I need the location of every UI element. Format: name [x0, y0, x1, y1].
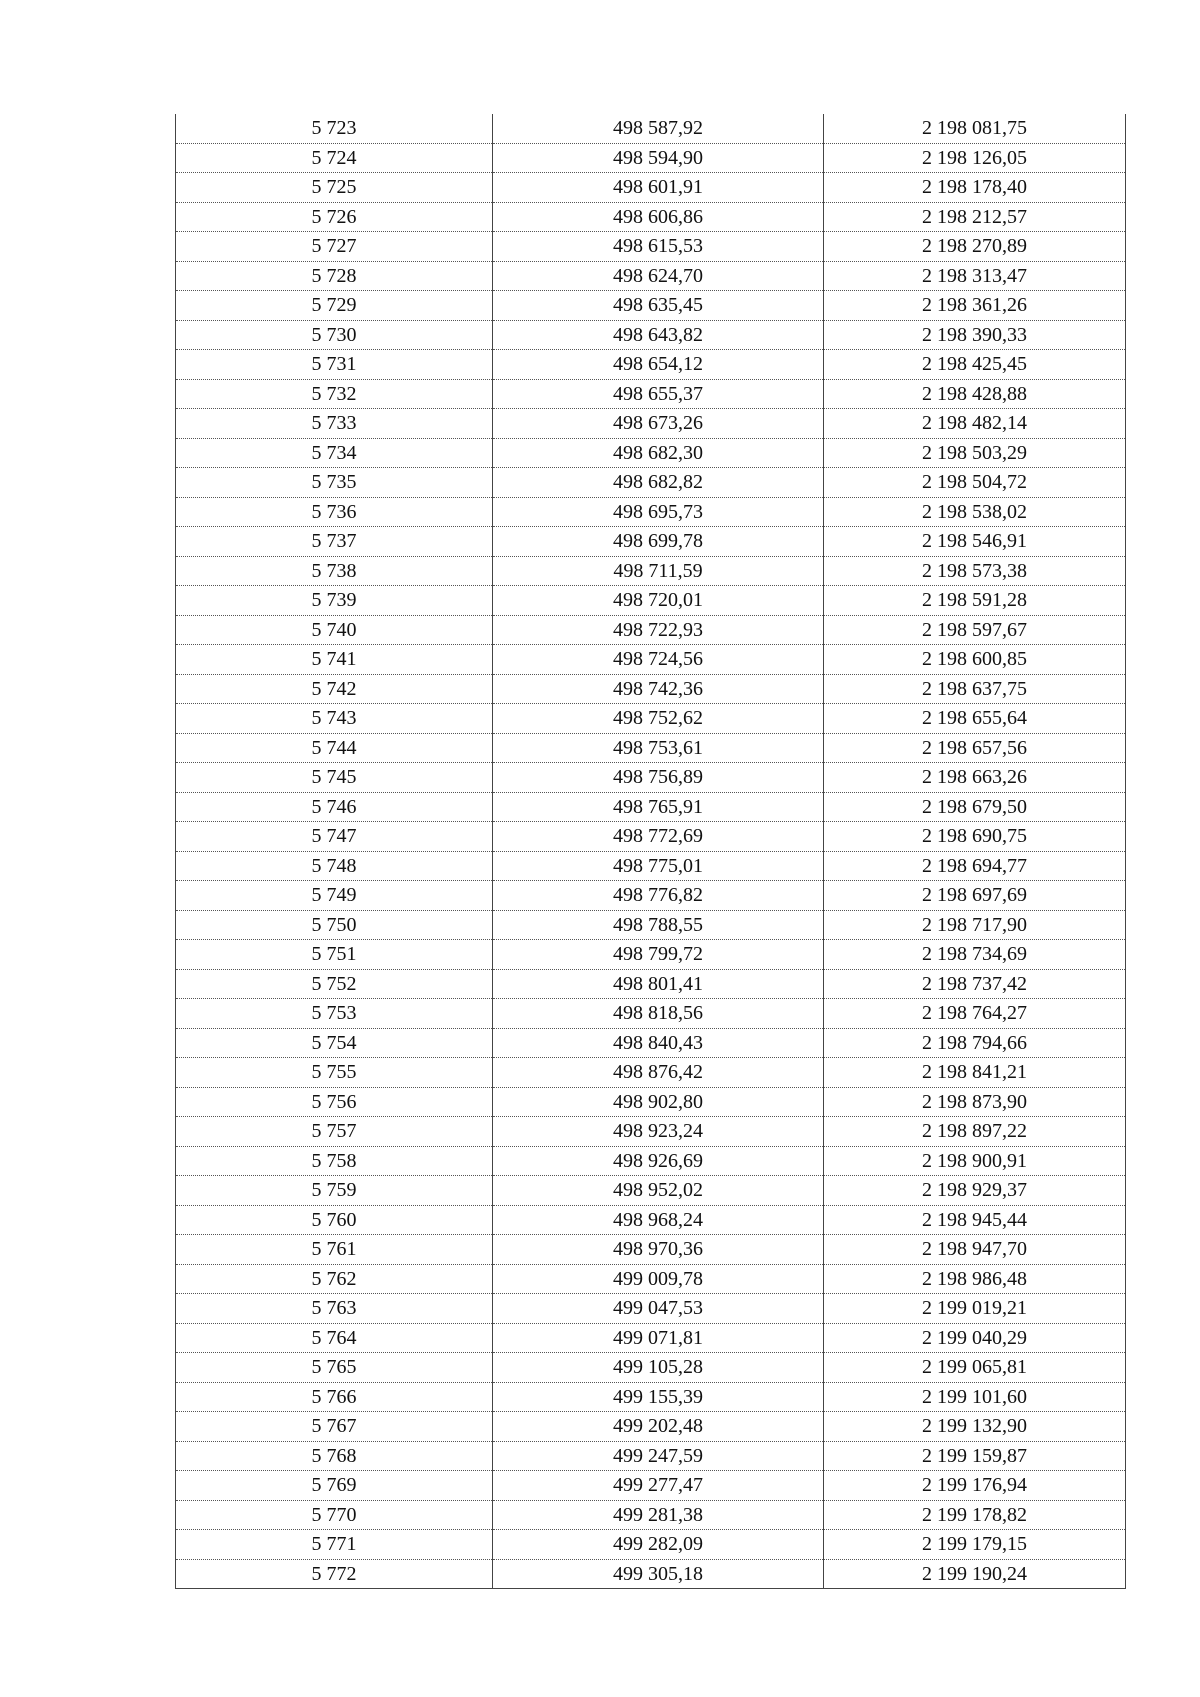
table-row [176, 320, 1126, 350]
y-coordinate-cell: 2 198 504,72 [824, 468, 1126, 498]
table-row [176, 379, 1126, 409]
y-coordinate-cell: 2 198 737,42 [824, 969, 1126, 999]
x-coordinate-cell: 498 775,01 [493, 851, 824, 881]
point-number-cell: 5 735 [176, 468, 493, 498]
table-row [176, 1117, 1126, 1147]
table-row [176, 969, 1126, 999]
point-number-cell: 5 742 [176, 674, 493, 704]
y-coordinate-cell: 2 198 081,75 [824, 114, 1126, 143]
table-row [176, 704, 1126, 734]
x-coordinate-cell: 498 722,93 [493, 615, 824, 645]
y-coordinate-cell: 2 199 179,15 [824, 1530, 1126, 1560]
x-coordinate-cell: 498 876,42 [493, 1058, 824, 1088]
point-number-cell: 5 758 [176, 1146, 493, 1176]
table-row [176, 645, 1126, 675]
table-row [176, 674, 1126, 704]
y-coordinate-cell: 2 199 040,29 [824, 1323, 1126, 1353]
y-coordinate-cell: 2 198 212,57 [824, 202, 1126, 232]
y-coordinate-cell: 2 199 159,87 [824, 1441, 1126, 1471]
table-row [176, 910, 1126, 940]
table-row [176, 1323, 1126, 1353]
table-row [176, 291, 1126, 321]
point-number-cell: 5 724 [176, 143, 493, 173]
point-number-cell: 5 762 [176, 1264, 493, 1294]
x-coordinate-cell: 498 654,12 [493, 350, 824, 380]
x-coordinate-cell: 499 202,48 [493, 1412, 824, 1442]
point-number-cell: 5 756 [176, 1087, 493, 1117]
y-coordinate-cell: 2 198 503,29 [824, 438, 1126, 468]
point-number-cell: 5 745 [176, 763, 493, 793]
point-number-cell: 5 737 [176, 527, 493, 557]
point-number-cell: 5 743 [176, 704, 493, 734]
x-coordinate-cell: 498 601,91 [493, 173, 824, 203]
point-number-cell: 5 727 [176, 232, 493, 262]
table-row [176, 1058, 1126, 1088]
table-row [176, 1028, 1126, 1058]
table-row [176, 1264, 1126, 1294]
y-coordinate-cell: 2 198 690,75 [824, 822, 1126, 852]
table-row [176, 232, 1126, 262]
x-coordinate-cell: 498 776,82 [493, 881, 824, 911]
y-coordinate-cell: 2 198 538,02 [824, 497, 1126, 527]
x-coordinate-cell: 498 840,43 [493, 1028, 824, 1058]
y-coordinate-cell: 2 198 361,26 [824, 291, 1126, 321]
x-coordinate-cell: 498 772,69 [493, 822, 824, 852]
y-coordinate-cell: 2 198 126,05 [824, 143, 1126, 173]
table-row [176, 1294, 1126, 1324]
x-coordinate-cell: 499 009,78 [493, 1264, 824, 1294]
x-coordinate-cell: 498 695,73 [493, 497, 824, 527]
x-coordinate-cell: 498 923,24 [493, 1117, 824, 1147]
point-number-cell: 5 754 [176, 1028, 493, 1058]
x-coordinate-cell: 498 655,37 [493, 379, 824, 409]
x-coordinate-cell: 498 711,59 [493, 556, 824, 586]
y-coordinate-cell: 2 198 655,64 [824, 704, 1126, 734]
table-row [176, 586, 1126, 616]
point-number-cell: 5 741 [176, 645, 493, 675]
x-coordinate-cell: 498 952,02 [493, 1176, 824, 1206]
point-number-cell: 5 751 [176, 940, 493, 970]
table-row [176, 1205, 1126, 1235]
y-coordinate-cell: 2 198 597,67 [824, 615, 1126, 645]
x-coordinate-cell: 498 801,41 [493, 969, 824, 999]
point-number-cell: 5 746 [176, 792, 493, 822]
table-row [176, 851, 1126, 881]
x-coordinate-cell: 499 247,59 [493, 1441, 824, 1471]
y-coordinate-cell: 2 198 794,66 [824, 1028, 1126, 1058]
x-coordinate-cell: 499 282,09 [493, 1530, 824, 1560]
table-row [176, 999, 1126, 1029]
x-coordinate-cell: 498 724,56 [493, 645, 824, 675]
table-row [176, 1235, 1126, 1265]
point-number-cell: 5 752 [176, 969, 493, 999]
y-coordinate-cell: 2 198 900,91 [824, 1146, 1126, 1176]
x-coordinate-cell: 498 753,61 [493, 733, 824, 763]
point-number-cell: 5 769 [176, 1471, 493, 1501]
table-row [176, 733, 1126, 763]
x-coordinate-cell: 498 970,36 [493, 1235, 824, 1265]
y-coordinate-cell: 2 198 694,77 [824, 851, 1126, 881]
x-coordinate-cell: 498 606,86 [493, 202, 824, 232]
x-coordinate-cell: 498 587,92 [493, 114, 824, 143]
point-number-cell: 5 723 [176, 114, 493, 143]
y-coordinate-cell: 2 198 897,22 [824, 1117, 1126, 1147]
y-coordinate-cell: 2 198 428,88 [824, 379, 1126, 409]
table-row [176, 1471, 1126, 1501]
point-number-cell: 5 747 [176, 822, 493, 852]
x-coordinate-cell: 498 799,72 [493, 940, 824, 970]
x-coordinate-cell: 499 105,28 [493, 1353, 824, 1383]
x-coordinate-cell: 499 047,53 [493, 1294, 824, 1324]
y-coordinate-cell: 2 199 190,24 [824, 1559, 1126, 1589]
point-number-cell: 5 740 [176, 615, 493, 645]
y-coordinate-cell: 2 198 637,75 [824, 674, 1126, 704]
x-coordinate-cell: 498 902,80 [493, 1087, 824, 1117]
x-coordinate-cell: 498 635,45 [493, 291, 824, 321]
y-coordinate-cell: 2 198 697,69 [824, 881, 1126, 911]
point-number-cell: 5 770 [176, 1500, 493, 1530]
table-row [176, 1530, 1126, 1560]
table-row [176, 468, 1126, 498]
y-coordinate-cell: 2 198 425,45 [824, 350, 1126, 380]
y-coordinate-cell: 2 198 947,70 [824, 1235, 1126, 1265]
x-coordinate-cell: 498 968,24 [493, 1205, 824, 1235]
point-number-cell: 5 768 [176, 1441, 493, 1471]
x-coordinate-cell: 498 643,82 [493, 320, 824, 350]
table-row [176, 1500, 1126, 1530]
x-coordinate-cell: 498 624,70 [493, 261, 824, 291]
y-coordinate-cell: 2 198 657,56 [824, 733, 1126, 763]
x-coordinate-cell: 498 818,56 [493, 999, 824, 1029]
point-number-cell: 5 728 [176, 261, 493, 291]
point-number-cell: 5 729 [176, 291, 493, 321]
y-coordinate-cell: 2 198 600,85 [824, 645, 1126, 675]
y-coordinate-cell: 2 198 663,26 [824, 763, 1126, 793]
table-row [176, 1559, 1126, 1589]
point-number-cell: 5 731 [176, 350, 493, 380]
y-coordinate-cell: 2 199 065,81 [824, 1353, 1126, 1383]
table-row [176, 1441, 1126, 1471]
point-number-cell: 5 725 [176, 173, 493, 203]
table-row [176, 940, 1126, 970]
table-row [176, 1412, 1126, 1442]
y-coordinate-cell: 2 199 178,82 [824, 1500, 1126, 1530]
y-coordinate-cell: 2 199 019,21 [824, 1294, 1126, 1324]
point-number-cell: 5 755 [176, 1058, 493, 1088]
y-coordinate-cell: 2 198 945,44 [824, 1205, 1126, 1235]
table-row [176, 1176, 1126, 1206]
table-row [176, 173, 1126, 203]
y-coordinate-cell: 2 198 573,38 [824, 556, 1126, 586]
point-number-cell: 5 734 [176, 438, 493, 468]
x-coordinate-cell: 498 682,82 [493, 468, 824, 498]
x-coordinate-cell: 498 615,53 [493, 232, 824, 262]
point-number-cell: 5 759 [176, 1176, 493, 1206]
point-number-cell: 5 753 [176, 999, 493, 1029]
y-coordinate-cell: 2 198 313,47 [824, 261, 1126, 291]
y-coordinate-cell: 2 198 482,14 [824, 409, 1126, 439]
point-number-cell: 5 748 [176, 851, 493, 881]
y-coordinate-cell: 2 198 390,33 [824, 320, 1126, 350]
y-coordinate-cell: 2 198 986,48 [824, 1264, 1126, 1294]
table-row [176, 1146, 1126, 1176]
point-number-cell: 5 772 [176, 1559, 493, 1589]
point-number-cell: 5 750 [176, 910, 493, 940]
y-coordinate-cell: 2 198 717,90 [824, 910, 1126, 940]
x-coordinate-cell: 499 155,39 [493, 1382, 824, 1412]
y-coordinate-cell: 2 198 178,40 [824, 173, 1126, 203]
x-coordinate-cell: 498 594,90 [493, 143, 824, 173]
table-row [176, 438, 1126, 468]
table-row [176, 556, 1126, 586]
point-number-cell: 5 736 [176, 497, 493, 527]
y-coordinate-cell: 2 198 734,69 [824, 940, 1126, 970]
x-coordinate-cell: 498 788,55 [493, 910, 824, 940]
x-coordinate-cell: 498 752,62 [493, 704, 824, 734]
x-coordinate-cell: 499 071,81 [493, 1323, 824, 1353]
table-row [176, 202, 1126, 232]
y-coordinate-cell: 2 199 132,90 [824, 1412, 1126, 1442]
point-number-cell: 5 767 [176, 1412, 493, 1442]
x-coordinate-cell: 498 742,36 [493, 674, 824, 704]
point-number-cell: 5 749 [176, 881, 493, 911]
x-coordinate-cell: 498 699,78 [493, 527, 824, 557]
point-number-cell: 5 739 [176, 586, 493, 616]
coordinates-table [175, 114, 1126, 1589]
table-row [176, 615, 1126, 645]
coordinates-table-body [176, 114, 1126, 1589]
table-row [176, 792, 1126, 822]
y-coordinate-cell: 2 198 591,28 [824, 586, 1126, 616]
table-row [176, 1382, 1126, 1412]
point-number-cell: 5 732 [176, 379, 493, 409]
x-coordinate-cell: 499 281,38 [493, 1500, 824, 1530]
table-row [176, 409, 1126, 439]
point-number-cell: 5 744 [176, 733, 493, 763]
table-row [176, 822, 1126, 852]
table-row [176, 763, 1126, 793]
point-number-cell: 5 761 [176, 1235, 493, 1265]
y-coordinate-cell: 2 198 841,21 [824, 1058, 1126, 1088]
y-coordinate-cell: 2 198 764,27 [824, 999, 1126, 1029]
point-number-cell: 5 730 [176, 320, 493, 350]
point-number-cell: 5 726 [176, 202, 493, 232]
x-coordinate-cell: 499 305,18 [493, 1559, 824, 1589]
table-row [176, 261, 1126, 291]
point-number-cell: 5 757 [176, 1117, 493, 1147]
x-coordinate-cell: 498 720,01 [493, 586, 824, 616]
x-coordinate-cell: 498 673,26 [493, 409, 824, 439]
point-number-cell: 5 760 [176, 1205, 493, 1235]
table-row [176, 143, 1126, 173]
point-number-cell: 5 738 [176, 556, 493, 586]
point-number-cell: 5 764 [176, 1323, 493, 1353]
y-coordinate-cell: 2 198 546,91 [824, 527, 1126, 557]
table-row [176, 1353, 1126, 1383]
x-coordinate-cell: 498 926,69 [493, 1146, 824, 1176]
table-row [176, 114, 1126, 143]
table-row [176, 350, 1126, 380]
y-coordinate-cell: 2 198 873,90 [824, 1087, 1126, 1117]
y-coordinate-cell: 2 199 176,94 [824, 1471, 1126, 1501]
x-coordinate-cell: 499 277,47 [493, 1471, 824, 1501]
point-number-cell: 5 763 [176, 1294, 493, 1324]
x-coordinate-cell: 498 765,91 [493, 792, 824, 822]
x-coordinate-cell: 498 756,89 [493, 763, 824, 793]
x-coordinate-cell: 498 682,30 [493, 438, 824, 468]
point-number-cell: 5 765 [176, 1353, 493, 1383]
y-coordinate-cell: 2 198 270,89 [824, 232, 1126, 262]
point-number-cell: 5 766 [176, 1382, 493, 1412]
y-coordinate-cell: 2 199 101,60 [824, 1382, 1126, 1412]
y-coordinate-cell: 2 198 679,50 [824, 792, 1126, 822]
point-number-cell: 5 771 [176, 1530, 493, 1560]
table-row [176, 881, 1126, 911]
table-row [176, 1087, 1126, 1117]
y-coordinate-cell: 2 198 929,37 [824, 1176, 1126, 1206]
table-row [176, 527, 1126, 557]
table-row [176, 497, 1126, 527]
point-number-cell: 5 733 [176, 409, 493, 439]
